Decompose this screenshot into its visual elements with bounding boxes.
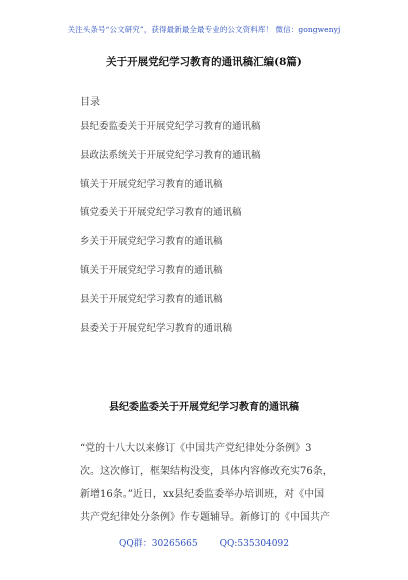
section-title: 县纪委监委关于开展党纪学习教育的通讯稿 bbox=[109, 402, 299, 413]
header-banner: 关注头条号“公文研究”，获得最新最全最专业的公文资料库！ 微信：gongwenyj bbox=[67, 25, 341, 34]
body-line: 共产党纪律处分条例》作专题辅导。新修订的《中国共产 bbox=[80, 512, 330, 523]
toc-item[interactable]: 县政法系统关于开展党纪学习教育的通讯稿 bbox=[80, 149, 261, 161]
toc-item[interactable]: 乡关于开展党纪学习教育的通讯稿 bbox=[80, 236, 223, 248]
body-line: “党的十八大以来修订《中国共产党纪律处分条例》3 bbox=[80, 443, 312, 454]
body-line: 次。这次修订，框架结构没变，具体内容修改充实76条， bbox=[80, 466, 333, 477]
toc-item[interactable]: 镇党委关于开展党纪学习教育的通讯稿 bbox=[80, 207, 242, 219]
table-of-contents bbox=[80, 121, 261, 351]
body-line: 新增16条。”近日，xx县纪委监委举办培训班，对《中国 bbox=[80, 489, 325, 500]
toc-item[interactable]: 县纪委监委关于开展党纪学习教育的通讯稿 bbox=[80, 121, 261, 132]
document-title: 关于开展党纪学习教育的通讯稿汇编(8篇) bbox=[106, 56, 302, 68]
toc-item[interactable]: 镇关于开展党纪学习教育的通讯稿 bbox=[80, 178, 223, 190]
toc-item[interactable]: 县关于开展党纪学习教育的通讯稿 bbox=[80, 293, 223, 305]
toc-heading: 目录 bbox=[80, 97, 100, 108]
toc-item[interactable]: 镇关于开展党纪学习教育的通讯稿 bbox=[80, 264, 223, 276]
footer-contact bbox=[0, 536, 408, 549]
toc-item[interactable]: 县委关于开展党纪学习教育的通讯稿 bbox=[80, 322, 233, 334]
body-paragraph bbox=[80, 437, 340, 529]
footer-qq-number: QQ:535304092 bbox=[219, 539, 289, 549]
footer-qq-group: QQ群：30265665 bbox=[119, 539, 198, 549]
